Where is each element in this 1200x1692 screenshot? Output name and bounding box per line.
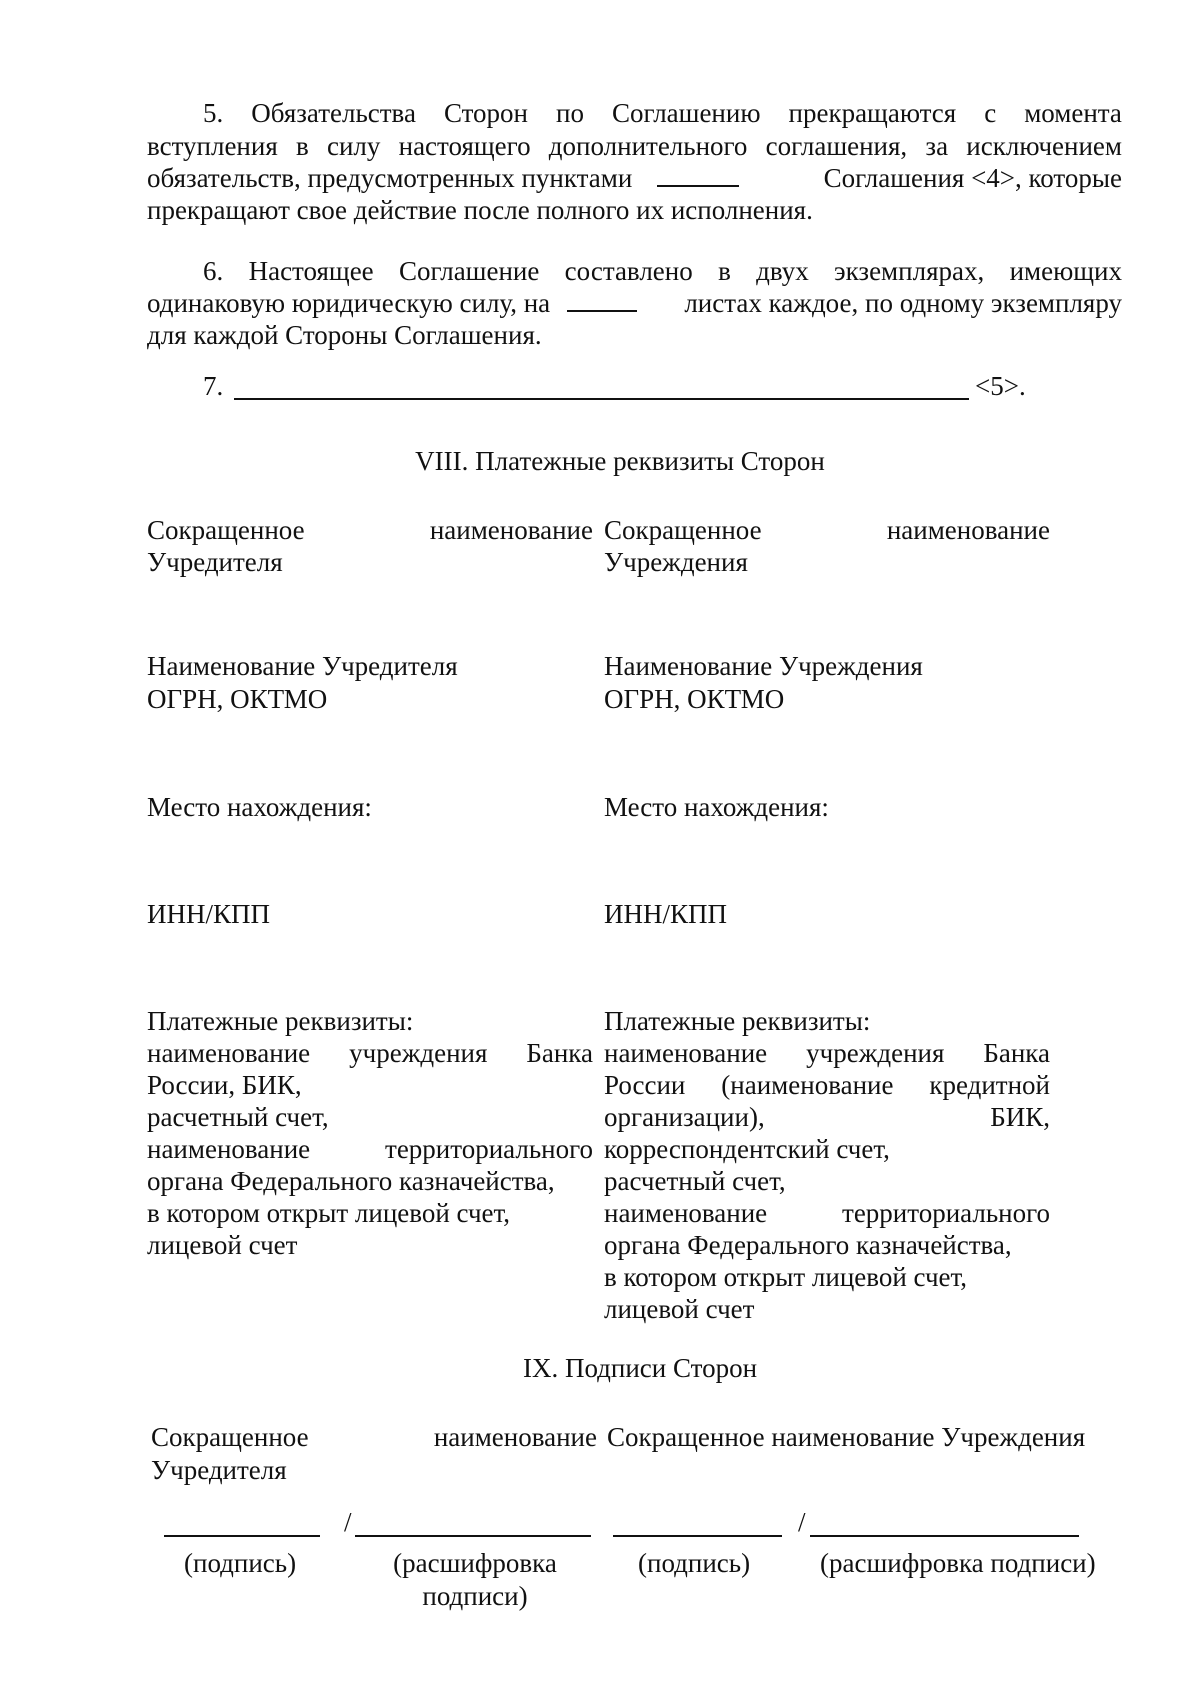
sign-right-short-name: Сокращенное наименование Учреждения	[607, 1422, 1086, 1452]
right-payment-line-1-word-1: наименование	[604, 1038, 768, 1068]
right-payment-line-1-word-2: учреждения	[806, 1038, 945, 1068]
clause-5-line-3-start: обязательств, предусмотренных пунктами	[147, 163, 633, 193]
right-payment-line-4: корреспондентский счет,	[604, 1134, 890, 1164]
right-payment-line-2	[604, 1069, 1050, 1102]
right-short-name-line-2: Учреждения	[604, 547, 748, 577]
left-payment-line-5: органа Федерального казначейства,	[147, 1166, 555, 1196]
right-location: Место нахождения:	[604, 792, 829, 822]
left-founder-name: Наименование Учредителя	[147, 651, 458, 681]
left-short-name-line-2: Учредителя	[147, 547, 283, 577]
left-payment-line-3: расчетный счет,	[147, 1102, 329, 1132]
right-signature-slash: /	[798, 1507, 806, 1537]
right-payment-line-8: в котором открыт лицевой счет,	[604, 1262, 968, 1292]
right-ogrn-oktmo: ОГРН, ОКТМО	[604, 684, 785, 714]
right-payment-line-2-word-2: (наименование	[721, 1070, 894, 1100]
right-short-name-word-1: Сокращенное	[604, 515, 762, 545]
left-payment-line-1-word-1: наименование	[147, 1038, 311, 1068]
right-payment-line-3-word-2: БИК,	[990, 1102, 1050, 1132]
clause-6-sheets-blank	[567, 288, 637, 312]
left-decode-label	[375, 1547, 575, 1612]
right-payment-line-2-word-3: кредитной	[929, 1070, 1050, 1100]
right-payment-line-6-word-2: территориального	[842, 1198, 1050, 1228]
clause-5-line-3-end: Соглашения <4>, которые	[823, 163, 1122, 193]
clause-5	[147, 97, 1122, 130]
clause-6-line-2	[147, 287, 1122, 320]
right-short-name-line-1	[604, 514, 1050, 547]
section-9-title: IX. Подписи Сторон	[522, 1353, 758, 1383]
right-payment-line-2-word-1: России	[604, 1070, 686, 1100]
left-payment-line-7: лицевой счет	[147, 1230, 298, 1260]
clause-5-line-1: 5. Обязательства Сторон по Соглашению прекращаются с момента	[203, 98, 1122, 128]
left-payment-line-1	[147, 1037, 593, 1070]
clause-5-line-3	[147, 162, 1122, 195]
right-payment-line-1-word-3: Банка	[983, 1038, 1050, 1068]
clause-7-suffix: <5>.	[975, 371, 1026, 401]
right-decode-line	[810, 1535, 1079, 1537]
clause-6-line-3: для каждой Стороны Соглашения.	[147, 320, 542, 350]
right-payment-line-6	[604, 1197, 1050, 1230]
clause-5-line-2: вступления в силу настоящего дополнительного соглашения, за исключением	[147, 131, 1122, 161]
clause-5-points-blank	[657, 163, 739, 187]
right-payment-line-3-word-1: организации),	[604, 1102, 765, 1132]
clause-7-blank-line	[234, 398, 969, 400]
right-payment-line-6-word-1: наименование	[604, 1198, 768, 1228]
right-inn-kpp: ИНН/КПП	[604, 899, 728, 929]
clause-7-number: 7.	[203, 371, 224, 401]
left-decode-label-line-2: подписи)	[422, 1580, 528, 1611]
left-payment-line-4	[147, 1133, 593, 1166]
sign-left-short-name-line-2: Учредителя	[151, 1455, 287, 1485]
right-payment-title: Платежные реквизиты:	[604, 1006, 871, 1036]
left-short-name-line-1	[147, 514, 593, 547]
sign-left-short-name-word-2: наименование	[433, 1422, 597, 1452]
clause-6-line-1	[203, 255, 1122, 288]
left-location: Место нахождения:	[147, 792, 372, 822]
left-short-name-word-2: наименование	[429, 515, 593, 545]
right-signature-label: (подпись)	[638, 1548, 751, 1578]
clause-6-line-1-text: 6. Настоящее Соглашение составлено в двух экземплярах, имеющих	[203, 256, 1122, 286]
right-short-name-word-2: наименование	[886, 515, 1050, 545]
sign-left-short-name-line-1	[151, 1421, 597, 1454]
right-payment-line-9: лицевой счет	[604, 1294, 755, 1324]
right-signature-line	[613, 1535, 782, 1537]
left-payment-line-4-word-1: наименование	[147, 1134, 311, 1164]
left-payment-title: Платежные реквизиты:	[147, 1006, 414, 1036]
right-decode-label: (расшифровка подписи)	[820, 1548, 1096, 1578]
clause-6-line-2-start: одинаковую юридическую силу, на	[147, 288, 551, 318]
left-inn-kpp: ИНН/КПП	[147, 899, 271, 929]
left-decode-label-line-1: (расшифровка	[393, 1548, 557, 1578]
clause-5-line-4: прекращают свое действие после полного их исполнения.	[147, 195, 813, 225]
left-payment-line-6: в котором открыт лицевой счет,	[147, 1198, 511, 1228]
section-8-title: VIII. Платежные реквизиты Сторон	[415, 446, 825, 476]
right-payment-line-3	[604, 1101, 1050, 1134]
right-payment-line-7: органа Федерального казначейства,	[604, 1230, 1012, 1260]
clause-6-line-2-end: листах каждое, по одному экземпляру	[684, 288, 1122, 318]
left-payment-line-1-word-2: учреждения	[349, 1038, 488, 1068]
right-institution-name: Наименование Учреждения	[604, 651, 923, 681]
left-signature-label: (подпись)	[184, 1548, 297, 1578]
left-payment-line-2: России, БИК,	[147, 1070, 302, 1100]
left-decode-line	[355, 1535, 591, 1537]
left-payment-line-1-word-3: Банка	[526, 1038, 593, 1068]
sign-left-short-name-word-1: Сокращенное	[151, 1422, 309, 1452]
right-payment-line-1	[604, 1037, 1050, 1070]
right-payment-line-5: расчетный счет,	[604, 1166, 786, 1196]
left-payment-line-4-word-2: территориального	[385, 1134, 593, 1164]
left-signature-slash: /	[344, 1507, 352, 1537]
left-ogrn-oktmo: ОГРН, ОКТМО	[147, 684, 328, 714]
left-short-name-word-1: Сокращенное	[147, 515, 305, 545]
left-signature-line	[164, 1535, 320, 1537]
